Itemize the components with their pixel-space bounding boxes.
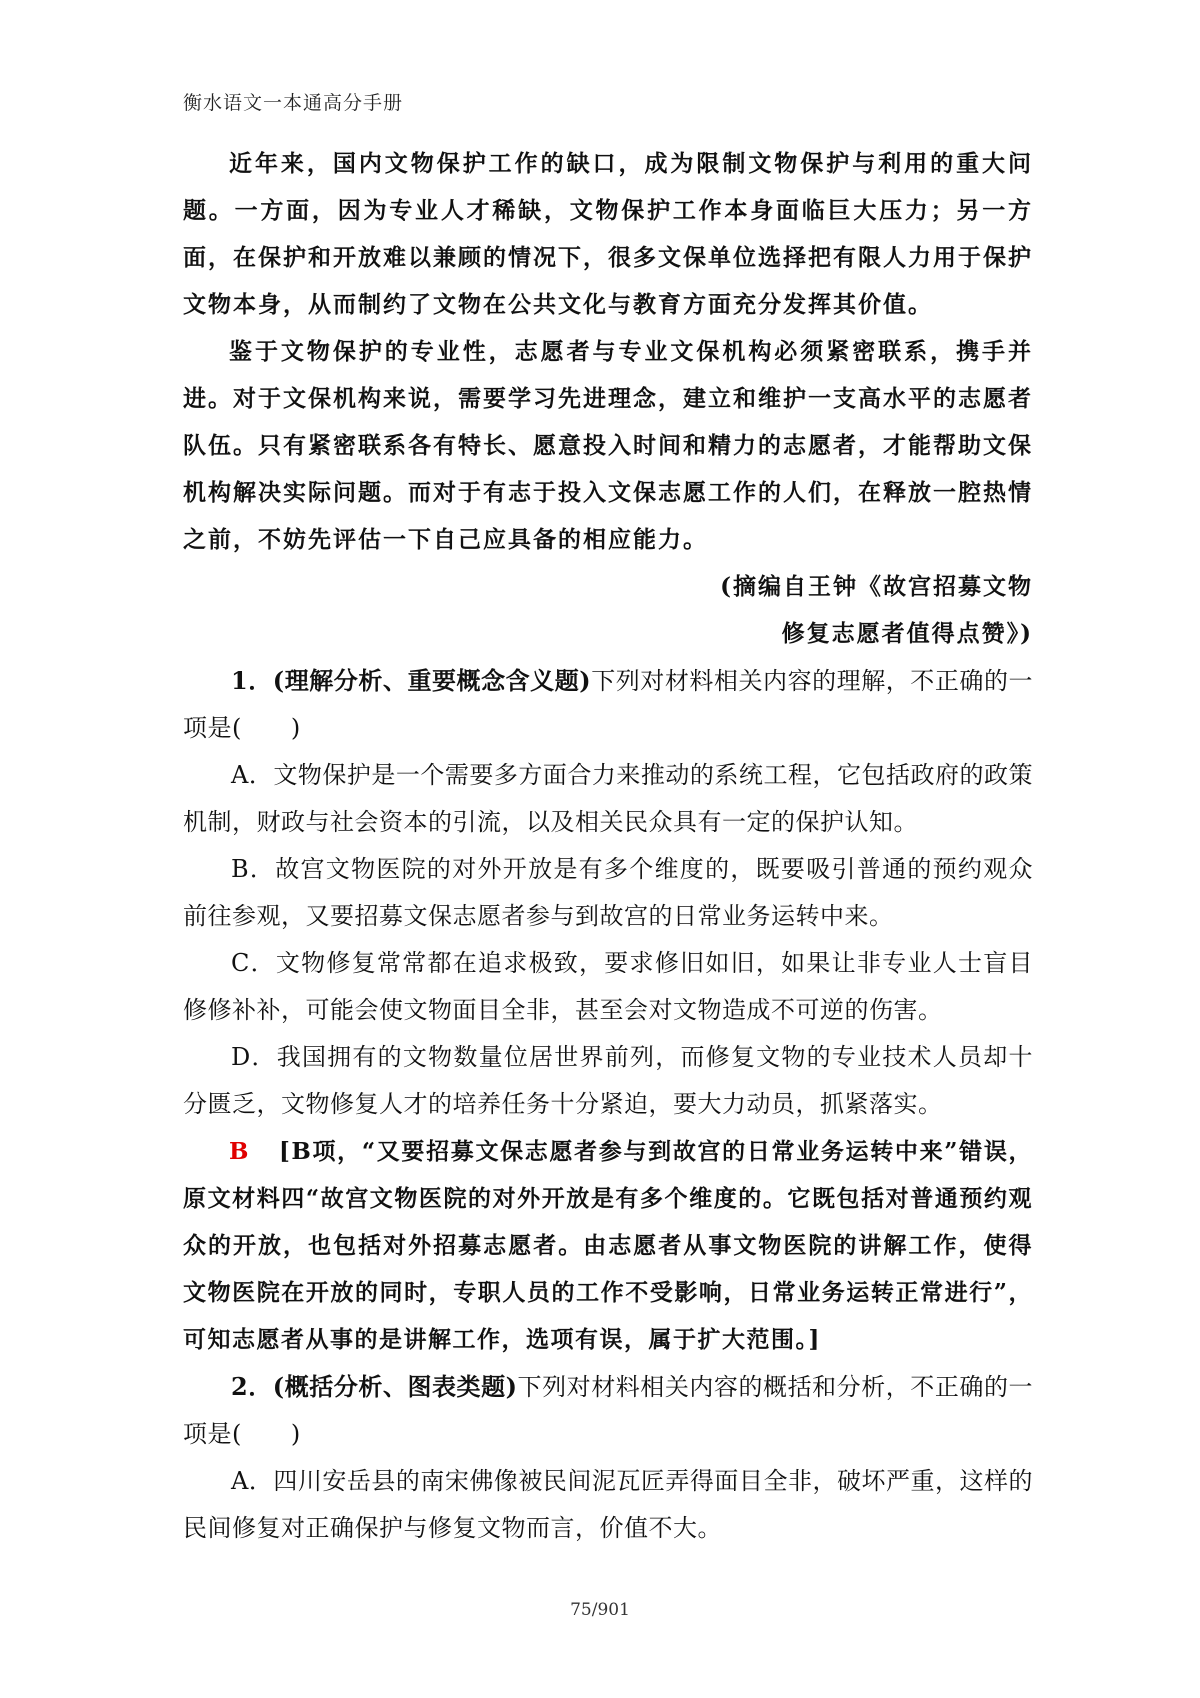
question-1-option-d: D．我国拥有的文物数量位居世界前列，而修复文物的专业技术人员却十分匮乏，文物修复人才的培养任务十分紧迫，要大力动员，抓紧落实。 bbox=[183, 1043, 1033, 1118]
question-2-option-a: A．四川安岳县的南宋佛像被民间泥瓦匠弄得面目全非，破坏严重，这样的民间修复对正确保护与修复文物而言，价值不大。 bbox=[183, 1467, 1033, 1542]
question-1-answer bbox=[183, 1128, 1033, 1363]
question-1-text: 下列对材料相关内容的理解，不正确的一项是( ) bbox=[183, 667, 1034, 742]
question-1-option-a: A．文物保护是一个需要多方面合力来推动的系统工程，它包括政府的政策机制，财政与社会资本的引流，以及相关民众具有一定的保护认知。 bbox=[183, 761, 1033, 836]
question-2-number: 2． bbox=[231, 1372, 273, 1401]
question-1-option-b: B．故宫文物医院的对外开放是有多个维度的，既要吸引普通的预约观众前往参观，又要招募文保志愿者参与到故宫的日常业务运转中来。 bbox=[183, 855, 1033, 930]
question-1-stem bbox=[183, 657, 1033, 752]
question-1-type: (理解分析、重要概念含义题) bbox=[272, 666, 592, 695]
question-1-option-c: C．文物修复常常都在追求极致，要求修旧如旧，如果让非专业人士盲目修修补补，可能会使文物面目全非，甚至会对文物造成不可逆的伤害。 bbox=[183, 949, 1033, 1024]
page-number: 75/901 bbox=[570, 1600, 630, 1620]
source-citation-line-2: 修复志愿者值得点赞》) bbox=[781, 620, 1033, 647]
question-2-text: 下列对材料相关内容的概括和分析，不正确的一项是( ) bbox=[183, 1373, 1034, 1448]
page-content bbox=[183, 140, 1033, 1552]
answer-explanation: [B项，“又要招募文保志愿者参与到故宫的日常业务运转中来”错误，原文材料四“故宫文物医院的对外开放是有多个维度的。它既包括对普通预约观众的开放，也包括对外招募志愿者。由志愿者从事文物医院的讲解工作，使得文物医院在开放的同时，专职人员的工作不受影响，日常业务运转正常进行”，可知志愿者从事的是讲解工作，选项有误，属于扩大范围。] bbox=[183, 1138, 1033, 1353]
answer-letter: B bbox=[229, 1138, 250, 1165]
question-2-stem bbox=[183, 1363, 1033, 1458]
passage-paragraph-2: 鉴于文物保护的专业性，志愿者与专业文保机构必须紧密联系，携手并进。对于文保机构来说，需要学习先进理念，建立和维护一支高水平的志愿者队伍。只有紧密联系各有特长、愿意投入时间和精力的志愿者，才能帮助文保机构解决实际问题。而对于有志于投入文保志愿工作的人们，在释放一腔热情之前，不妨先评估一下自己应具备的相应能力。 bbox=[183, 338, 1033, 553]
running-header: 衡水语文一本通高分手册 bbox=[183, 92, 404, 114]
question-2-type: (概括分析、图表类题) bbox=[272, 1372, 518, 1401]
passage-paragraph-1: 近年来，国内文物保护工作的缺口，成为限制文物保护与利用的重大问题。一方面，因为专业人才稀缺，文物保护工作本身面临巨大压力；另一方面，在保护和开放难以兼顾的情况下，很多文保单位选择把有限人力用于保护文物本身，从而制约了文物在公共文化与教育方面充分发挥其价值。 bbox=[183, 150, 1033, 318]
question-1-number: 1． bbox=[231, 666, 273, 695]
source-citation-line-1: (摘编自王钟《故宫招募文物 bbox=[720, 573, 1033, 600]
